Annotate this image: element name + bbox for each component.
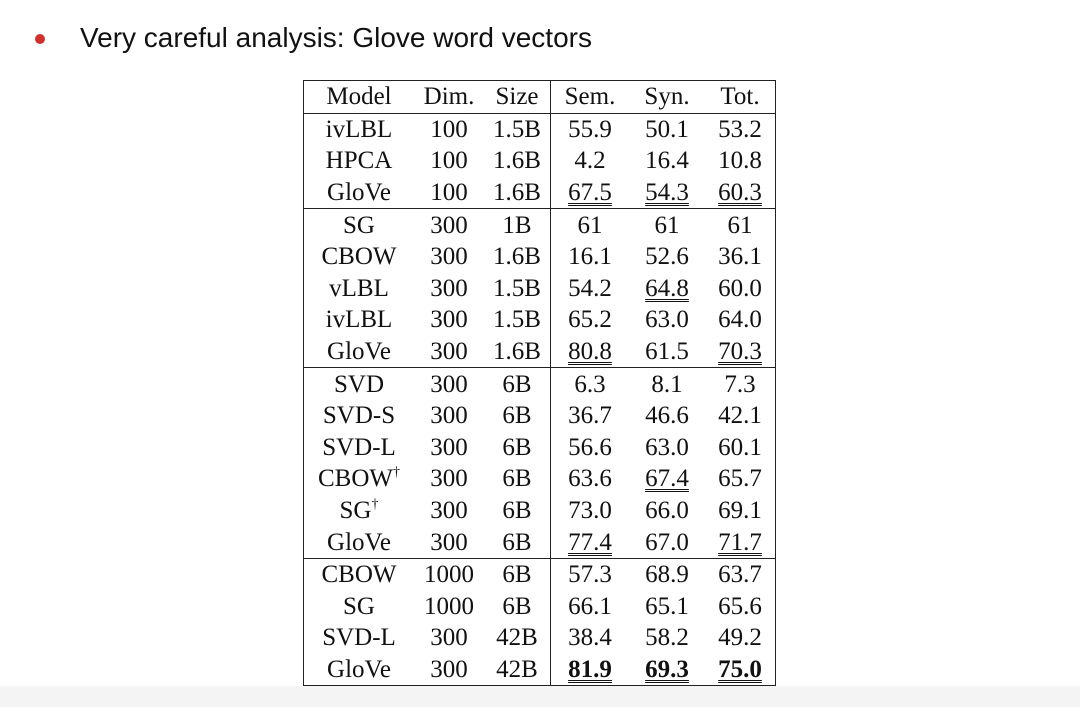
cell-value: 46.6 [645,402,689,430]
cell-value: 300 [430,624,468,652]
cell-value: 6B [502,561,532,589]
cell-value: 16.1 [568,243,612,271]
cell-value: 49.2 [718,624,762,652]
cell-sem [551,145,630,177]
cell-value: 300 [430,338,468,366]
table-row [304,241,776,273]
cell-size [484,209,551,241]
table-row [304,273,776,305]
cell-model [304,622,415,654]
cell-sem [551,113,630,145]
cell-value: GloVe [327,528,391,556]
cell-value: 300 [430,370,468,398]
table-row [304,526,776,558]
cell-value: 60.3 [718,179,762,207]
cell-model [304,209,415,241]
cell-tot [705,558,776,590]
cell-tot [705,526,776,558]
cell-size [484,145,551,177]
cell-model [304,400,415,432]
cell-syn [629,241,705,273]
table-header-row [304,81,776,114]
cell-value: 69.3 [645,655,689,683]
table-row [304,145,776,177]
cell-syn [629,591,705,623]
cell-value: 42B [496,624,538,652]
cell-value: 8.1 [651,370,683,398]
dagger-mark: † [393,465,400,481]
cell-tot [705,145,776,177]
cell-value: 66.0 [645,497,689,525]
cell-dim [414,591,484,623]
cell-value: SVD [333,370,384,398]
cell-syn [629,400,705,432]
cell-value: 77.4 [568,528,612,556]
cell-value: 80.8 [568,338,612,366]
cell-model [304,526,415,558]
header-model: Model [304,81,415,114]
cell-size [484,368,551,400]
cell-value: SG [339,497,372,525]
cell-value: 67.4 [645,465,689,493]
table-row [304,495,776,527]
cell-value: 55.9 [568,115,612,143]
cell-value: 65.6 [718,592,762,620]
cell-syn [629,177,705,209]
cell-value: 1.6B [493,179,541,207]
cell-tot [705,273,776,305]
cell-value: 65.7 [718,465,762,493]
cell-value: 69.1 [718,497,762,525]
cell-sem [551,526,630,558]
cell-sem [551,558,630,590]
cell-dim [414,495,484,527]
cell-tot [705,400,776,432]
cell-size [484,400,551,432]
cell-value: 6B [502,465,532,493]
cell-value: 6B [502,592,532,620]
cell-dim [414,209,484,241]
cell-value: 1.5B [493,115,541,143]
table-row [304,400,776,432]
cell-value: 300 [430,465,468,493]
cell-value: 300 [430,528,468,556]
cell-size [484,241,551,273]
cell-value: ivLBL [325,115,393,143]
cell-value: 42B [496,655,538,683]
cell-tot [705,432,776,464]
cell-value: 54.3 [645,179,689,207]
cell-model [304,113,415,145]
cell-tot [705,591,776,623]
cell-value: CBOW [321,561,397,589]
cell-dim [414,113,484,145]
cell-syn [629,336,705,368]
cell-size [484,622,551,654]
cell-value: 63.0 [645,433,689,461]
cell-tot [705,463,776,495]
slide-title: Very careful analysis: Glove word vectors [80,22,592,53]
cell-value: 36.7 [568,402,612,430]
table-row [304,591,776,623]
cell-value: CBOW [318,465,393,493]
cell-value: 300 [430,211,468,239]
cell-syn [629,495,705,527]
cell-tot [705,209,776,241]
cell-value: 1.6B [493,147,541,175]
cell-size [484,558,551,590]
cell-value: 61.5 [645,338,689,366]
cell-value: CBOW [321,243,397,271]
cell-value: vLBL [329,274,389,302]
cell-value: 300 [430,402,468,430]
cell-sem [551,336,630,368]
cell-model [304,273,415,305]
cell-value: 1.5B [493,274,541,302]
cell-value: 54.2 [568,274,612,302]
cell-model [304,336,415,368]
cell-syn [629,654,705,686]
cell-value: 300 [430,497,468,525]
cell-tot [705,622,776,654]
cell-value: 56.6 [568,433,612,461]
cell-sem [551,368,630,400]
cell-value: SG [343,592,375,620]
cell-size [484,273,551,305]
cell-tot [705,241,776,273]
cell-dim [414,463,484,495]
cell-value: ivLBL [325,306,393,334]
table-body [304,113,776,686]
cell-syn [629,368,705,400]
cell-value: 66.1 [568,592,612,620]
cell-syn [629,558,705,590]
cell-value: 71.7 [718,528,762,556]
cell-sem [551,400,630,432]
cell-value: 64.8 [645,274,689,302]
table-row [304,113,776,145]
cell-syn [629,622,705,654]
cell-value: 63.6 [568,465,612,493]
cell-dim [414,654,484,686]
cell-sem [551,209,630,241]
cell-size [484,113,551,145]
cell-tot [705,113,776,145]
cell-value: 42.1 [718,402,762,430]
cell-dim [414,304,484,336]
table-row [304,622,776,654]
header-size: Size [484,81,551,114]
cell-value: 63.0 [645,306,689,334]
cell-tot [705,304,776,336]
table-row [304,432,776,464]
cell-value: 65.2 [568,306,612,334]
cell-dim [414,400,484,432]
cell-value: SVD-S [322,402,396,430]
cell-value: 73.0 [568,497,612,525]
bullet-dot [35,34,45,44]
cell-dim [414,558,484,590]
cell-value: GloVe [327,338,391,366]
cell-model [304,495,415,527]
cell-sem [551,273,630,305]
table-row [304,209,776,241]
cell-sem [551,177,630,209]
cell-size [484,495,551,527]
cell-value: 1.6B [493,338,541,366]
cell-value: 75.0 [718,655,762,683]
cell-value: 50.1 [645,115,689,143]
cell-dim [414,336,484,368]
cell-value: 65.1 [645,592,689,620]
cell-model [304,463,415,495]
cell-value: GloVe [327,179,391,207]
cell-value: 67.0 [645,528,689,556]
cell-value: 67.5 [568,179,612,207]
cell-dim [414,368,484,400]
cell-value: 4.2 [574,147,606,175]
cell-dim [414,526,484,558]
cell-tot [705,495,776,527]
cell-dim [414,273,484,305]
cell-value: 300 [430,306,468,334]
cell-model [304,177,415,209]
cell-value: 100 [430,115,468,143]
cell-dim [414,622,484,654]
cell-sem [551,654,630,686]
table-row [304,558,776,590]
cell-size [484,177,551,209]
cell-value: 36.1 [718,243,762,271]
cell-value: 60.0 [718,274,762,302]
cell-sem [551,622,630,654]
cell-size [484,526,551,558]
cell-value: SVD-L [322,433,396,461]
cell-sem [551,591,630,623]
cell-value: SG [343,211,375,239]
cell-sem [551,304,630,336]
cell-value: 63.7 [718,561,762,589]
cell-value: 38.4 [568,624,612,652]
cell-value: GloVe [327,655,391,683]
cell-model [304,241,415,273]
cell-value: 1B [502,211,532,239]
cell-value: 300 [430,274,468,302]
cell-model [304,591,415,623]
cell-dim [414,241,484,273]
cell-value: 6.3 [574,370,606,398]
dagger-mark: † [371,497,379,513]
cell-value: 6B [502,497,532,525]
cell-value: 1000 [424,561,474,589]
cell-model [304,145,415,177]
cell-value: 61 [654,211,680,239]
cell-value: 61 [727,211,753,239]
cell-size [484,304,551,336]
cell-dim [414,177,484,209]
table-row [304,177,776,209]
cell-value: 7.3 [724,370,756,398]
results-table [303,80,776,686]
cell-value: 1.5B [493,306,541,334]
cell-value: SVD-L [322,624,396,652]
cell-value: 58.2 [645,624,689,652]
cell-tot [705,336,776,368]
cell-size [484,591,551,623]
cell-dim [414,145,484,177]
table-row [304,368,776,400]
table-row [304,654,776,686]
cell-model [304,432,415,464]
cell-size [484,432,551,464]
cell-value: 70.3 [718,338,762,366]
table-row [304,336,776,368]
header-dim: Dim. [414,81,484,114]
cell-value: HPCA [325,147,393,175]
cell-sem [551,241,630,273]
cell-model [304,368,415,400]
cell-model [304,558,415,590]
cell-syn [629,304,705,336]
cell-size [484,463,551,495]
header-syn: Syn. [629,81,705,114]
cell-tot [705,368,776,400]
table-row [304,463,776,495]
cell-tot [705,177,776,209]
cell-model [304,304,415,336]
cell-syn [629,432,705,464]
cell-value: 64.0 [718,306,762,334]
cell-value: 81.9 [568,655,612,683]
cell-syn [629,273,705,305]
cell-value: 100 [430,147,468,175]
cell-value: 61 [577,211,603,239]
cell-value: 6B [502,433,532,461]
cell-value: 100 [430,179,468,207]
cell-size [484,336,551,368]
cell-value: 53.2 [718,115,762,143]
cell-value: 52.6 [645,243,689,271]
cell-value: 1000 [424,592,474,620]
cell-value: 6B [502,402,532,430]
header-tot: Tot. [705,81,776,114]
table-row [304,304,776,336]
cell-tot [705,654,776,686]
cell-syn [629,463,705,495]
cell-value: 1.6B [493,243,541,271]
cell-value: 57.3 [568,561,612,589]
slide-footer-band [0,686,1080,707]
cell-value: 300 [430,243,468,271]
cell-sem [551,432,630,464]
cell-value: 6B [502,528,532,556]
cell-value: 300 [430,433,468,461]
cell-sem [551,463,630,495]
cell-value: 16.4 [645,147,689,175]
cell-syn [629,145,705,177]
cell-size [484,654,551,686]
cell-value: 6B [502,370,532,398]
cell-syn [629,113,705,145]
cell-syn [629,526,705,558]
cell-sem [551,495,630,527]
cell-value: 300 [430,655,468,683]
header-sem: Sem. [551,81,630,114]
cell-dim [414,432,484,464]
cell-value: 10.8 [718,147,762,175]
cell-syn [629,209,705,241]
cell-value: 68.9 [645,561,689,589]
cell-model [304,654,415,686]
cell-value: 60.1 [718,433,762,461]
